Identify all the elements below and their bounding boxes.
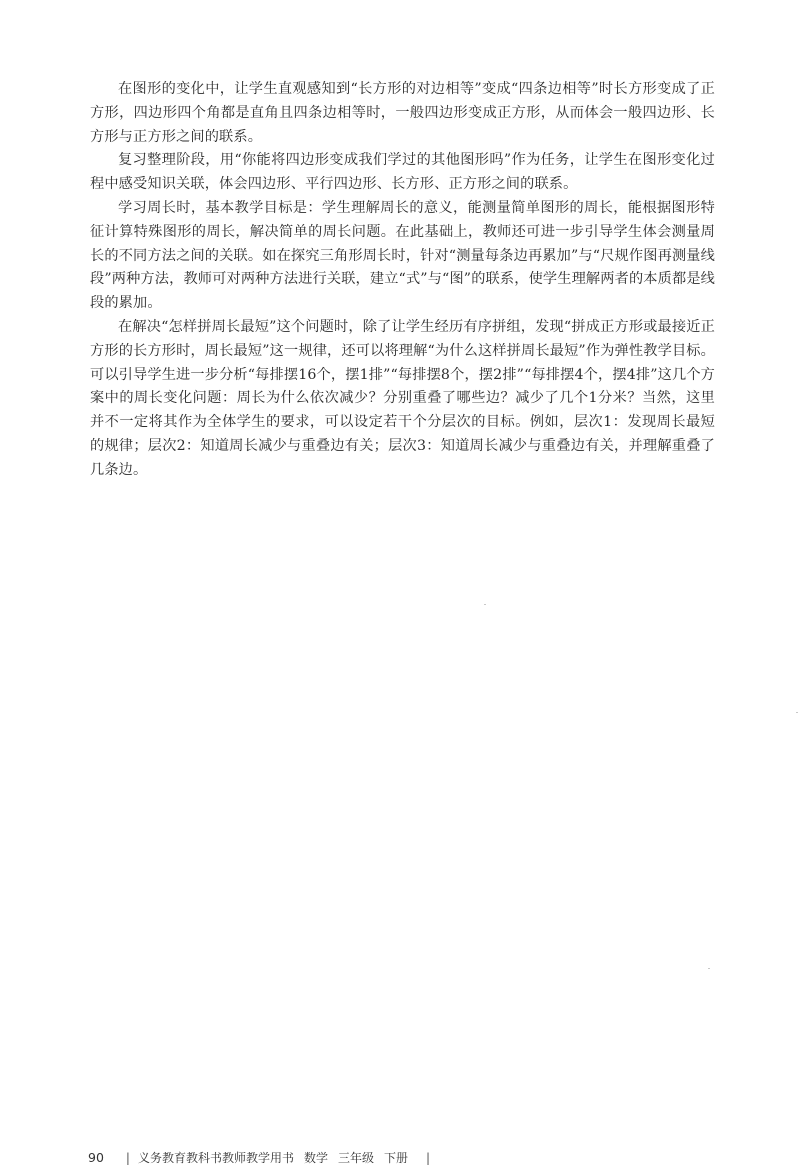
page-number: 90: [88, 1150, 104, 1165]
page-body: [90, 78, 715, 483]
book-subject: 数学: [303, 1151, 328, 1165]
paragraph-2: 复习整理阶段，用“你能将四边形变成我们学过的其他图形吗”作为任务，让学生在图形变化过程中感受知识关联，体会四边形、平行四边形、长方形、正方形之间的联系。: [90, 152, 715, 193]
book-title: 义务教育教科书教师教学用书: [137, 1151, 294, 1165]
footer-separator-right: |: [426, 1150, 431, 1165]
book-volume: 下册: [384, 1151, 409, 1165]
paragraph-4: 在解决“怎样拼周长最短”这个问题时，除了让学生经历有序拼组，发现“拼成正方形或最接近正方形的长方形时，周长最短”这一规律，还可以将理解“为什么这样拼周长最短”作为弹性教学目标。可以引导学生进一步分析“每排摆16个，摆1排”“每排摆8个，摆2排”“每排摆4个，摆4排”这几个方案中的周长变化问题：周长为什么依次减少？分别重叠了哪些边？减少了几个1分米？当然，这里并不一定将其作为全体学生的要求，可以设定若干个分层次的目标。例如，层次1：发现周长最短的规律；层次2：知道周长减少与重叠边有关；层次3：知道周长减少与重叠边有关，并理解重叠了几条边。: [90, 318, 715, 478]
paragraph-1: 在图形的变化中，让学生直观感知到“长方形的对边相等”变成“四条边相等”时长方形变成了正方形，四边形四个角都是直角且四条边相等时，一般四边形变成正方形，从而体会一般四边形、长方形与正方形之间的联系。: [90, 81, 715, 145]
page-footer: [88, 1149, 438, 1166]
book-grade: 三年级: [337, 1151, 374, 1165]
paragraph-3: 学习周长时，基本教学目标是：学生理解周长的意义，能测量简单图形的周长，能根据图形特征计算特殊图形的周长，解决简单的周长问题。在此基础上，教师还可进一步引导学生体会测量周长的不同方法之间的关联。如在探究三角形周长时，针对“测量每条边再累加”与“尺规作图再测量线段”两种方法，教师可对两种方法进行关联，建立“式”与“图”的联系，使学生理解两者的本质都是线段的累加。: [90, 199, 715, 312]
footer-separator-left: |: [125, 1150, 130, 1165]
